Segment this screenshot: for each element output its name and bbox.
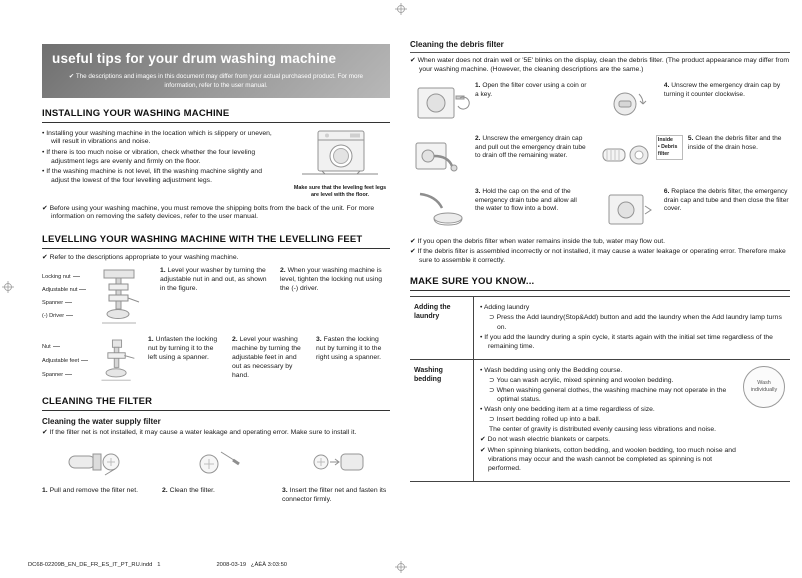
diagram-label: Spanner: [42, 300, 94, 306]
installing-figure: [290, 128, 390, 199]
levelling-diagram2-row: [42, 336, 390, 386]
table-item: • If you add the laundry during a spin cycle, it starts again with the initial set time regardless of the remaining time.: [480, 333, 773, 350]
step-text: Insert the filter net and fasten its connector firmly.: [282, 486, 387, 503]
step-text: Unfasten the locking nut by turning it to the left using a spanner.: [148, 335, 218, 361]
levelling-note: ✔ Refer to the descriptions appropriate to your washing machine.: [42, 253, 239, 261]
table-item: ✔ Do not wash electric blankets or carpets.: [480, 436, 610, 444]
table-row: [410, 360, 790, 482]
clean-debris-filter-illustration: [599, 135, 651, 179]
debris-filter-heading: Cleaning the debris filter: [410, 40, 790, 53]
debris-step-4: [599, 82, 790, 126]
step-text: Unscrew the emergency drain cap and pull out the emergency drain tube to drain off the remaining water.: [475, 134, 586, 160]
step-text: Unscrew the emergency drain cap by turning it counter clockwise.: [663, 81, 781, 98]
water-supply-filter-heading: Cleaning the water supply filter: [42, 416, 161, 426]
open-filter-cover-illustration: [410, 82, 470, 126]
drain-into-bowl-illustration: [410, 188, 470, 232]
levelling-step: [280, 267, 390, 294]
levelling-step: [160, 267, 270, 294]
step-text: Replace the debris filter, the emergency drain cap and tube and then close the filter cover.: [663, 187, 789, 213]
diagram-label: Locking nut: [42, 274, 94, 280]
diagram2-labels: [42, 336, 94, 386]
installing-bullet: • If there is too much noise or vibration, check whether the four leveling adjustment legs are evenly and firmly on the floor.: [42, 148, 256, 165]
diagram-label: Spanner: [42, 372, 94, 378]
table-row: [410, 297, 790, 359]
print-footer: [28, 562, 287, 568]
step-number: 3.: [316, 335, 322, 343]
clean-filter-illustration: [183, 442, 249, 484]
debris-step-1: [410, 82, 587, 126]
step-number: 2.: [162, 486, 168, 494]
levelling-heading: LEVELLING YOUR WASHING MACHINE WITH THE LEVELLING FEET: [42, 234, 390, 249]
levelling-diagram1-row: [42, 267, 390, 327]
table-item: • Wash bedding using only the Bedding course.: [480, 366, 623, 374]
levelling-feet-illustration: [96, 267, 142, 327]
debris-warning-note: ✔ If you open the debris filter when water remains inside the tub, water may flow out.: [410, 237, 666, 245]
table-item: ⊃ Press the Add laundry(Stop&Add) button and add the laundry when the Add laundry lamp turns on.: [489, 314, 782, 331]
registration-mark: [2, 280, 14, 292]
step-number: 2.: [280, 266, 286, 274]
step-number: 3.: [282, 486, 288, 494]
row-label-washing-bedding: Washing bedding: [410, 360, 474, 481]
debris-step-5: [599, 135, 790, 179]
banner-disclaimer: ✔ The descriptions and images in this document may differ from your actual purchased product. For more information, refer to the user manual.: [68, 73, 364, 89]
wash-individually-badge: Wash individually: [743, 366, 785, 408]
step-number: 1.: [160, 266, 166, 274]
step-number: 1.: [42, 486, 48, 494]
water-supply-filter-note: ✔ If the filter net is not installed, it may cause a water leakage and operating error. Make sure to install it.: [42, 428, 357, 436]
cleaning-filter-heading: CLEANING THE FILTER: [42, 396, 390, 411]
diagram-label: Adjustable nut: [42, 287, 94, 293]
supply-step-1: [42, 442, 150, 505]
levelling-step: [316, 336, 390, 363]
debris-warning-note: ✔ If the debris filter is assembled incorrectly or not installed, it may cause a water leakage or operating error. Therefore make sure to assemble it correctly.: [410, 248, 786, 265]
step-text: When your washing machine is level, tighten the locking nut using the (-) driver.: [280, 266, 383, 292]
debris-step-5-label: Inside • Debris filter: [656, 135, 683, 160]
debris-step-2: [410, 135, 587, 179]
page-title: useful tips for your drum washing machine: [52, 51, 337, 66]
installing-heading: INSTALLING YOUR WASHING MACHINE: [42, 108, 390, 123]
table-item: The center of gravity is distributed evenly causing less vibrations and noise.: [489, 426, 717, 434]
right-column: [410, 40, 790, 482]
supply-step-3: [282, 442, 390, 505]
title-banner: [42, 44, 390, 98]
table-item: ✔ When spinning blankets, cotton bedding, and woolen bedding, too much noise and vibrations may occur and the wash cannot be completed as spinning is not performed.: [480, 446, 736, 472]
registration-mark: [395, 2, 407, 14]
levelling-diagram2: [42, 336, 138, 386]
step-number: 4.: [663, 81, 670, 89]
step-text: Hold the cap on the end of the emergency drain tube and allow all the water to flow into a bowl.: [475, 187, 577, 213]
step-number: 2.: [475, 134, 481, 142]
step-number: 1.: [475, 81, 481, 89]
step-number: 5.: [687, 134, 694, 142]
installing-figure-caption: Make sure that the leveling feet legs are level with the floor.: [293, 185, 387, 198]
step-text: Level your washer by turning the adjustable nut in and out, as shown in the figure.: [160, 266, 267, 292]
unscrew-drain-cap-illustration: [599, 82, 659, 126]
installing-note: ✔ Before using your washing machine, you must remove the shipping bolts from the back of the unit. For more information on removing the safety devices, refer to the user manual.: [42, 204, 375, 221]
levelling-step: [148, 336, 222, 363]
step-text: Clean the debris filter and the inside of the drain hose.: [687, 134, 782, 151]
left-column: [42, 44, 390, 505]
step-number: 6.: [663, 187, 670, 195]
step-number: 2.: [232, 335, 238, 343]
water-supply-steps: [42, 442, 390, 505]
diagram-label: (-) Driver: [42, 313, 94, 319]
step-text: Fasten the locking nut by turning it to the right using a spanner.: [316, 335, 382, 361]
installing-bullet: • If the washing machine is not level, lift the washing machine slightly and adjust the lowest of the four levelling adjustment legs.: [42, 168, 262, 185]
table-item: ⊃ When washing general clothes, the washing machine may not operate in the optimal status.: [489, 387, 727, 404]
levelling-step: [232, 336, 306, 381]
make-sure-table: [410, 296, 790, 482]
registration-mark: [395, 560, 407, 572]
debris-step-6: [599, 188, 790, 232]
step-number: 3.: [475, 187, 481, 195]
levelling-diagram1: [42, 267, 150, 327]
table-item: • Adding laundry: [480, 304, 530, 312]
row-content: [474, 360, 790, 481]
make-sure-heading: MAKE SURE YOU KNOW...: [410, 276, 790, 291]
table-item: ⊃ Insert bedding rolled up into a ball.: [489, 416, 601, 424]
installing-section: [42, 128, 390, 224]
row-label-adding-laundry: Adding the laundry: [410, 297, 474, 358]
step-number: 1.: [148, 335, 154, 343]
footer-timestamp: 2008-03-19 ¿ÀÈÄ 3:03:50: [216, 562, 288, 568]
debris-filter-note: ✔ When water does not drain well or '5E' blinks on the display, clean the debris filter. (The product appearance may differ from your washing machine. (However, the cleaning descriptions are the same.): [410, 57, 790, 73]
table-item: ⊃ You can wash acrylic, mixed spinning and woolen bedding.: [489, 376, 674, 384]
adjustable-feet-illustration: [96, 336, 138, 386]
supply-step-2: [162, 442, 270, 505]
diagram-label: Nut: [42, 344, 94, 350]
step-text: Level your washing machine by turning the adjustable feet in and out as necessary by hand.: [232, 335, 301, 379]
table-item: • Wash only one bedding item at a time regardless of size.: [480, 406, 655, 414]
debris-filter-steps: [410, 82, 790, 232]
pull-filter-net-illustration: [63, 442, 129, 484]
installing-bullet: • Installing your washing machine in the location which is slippery or uneven, will result in vibrations and noise.: [42, 129, 272, 146]
step-text: Pull and remove the filter net.: [49, 486, 138, 494]
debris-step-3: [410, 188, 587, 232]
diagram-label: Adjustable feet: [42, 358, 94, 364]
step-text: Open the filter cover using a coin or a key.: [475, 81, 587, 98]
row-content: [474, 297, 790, 358]
step-text: Clean the filter.: [169, 486, 215, 494]
replace-filter-cover-illustration: [599, 188, 659, 232]
diagram1-labels: [42, 267, 94, 327]
footer-filename: DC68-02209B_EN_DE_FR_ES_IT_PT_RU.indd 1: [28, 562, 161, 568]
washing-machine-illustration: [298, 128, 382, 178]
insert-filter-net-illustration: [303, 442, 369, 484]
pull-drain-tube-illustration: [410, 135, 470, 179]
